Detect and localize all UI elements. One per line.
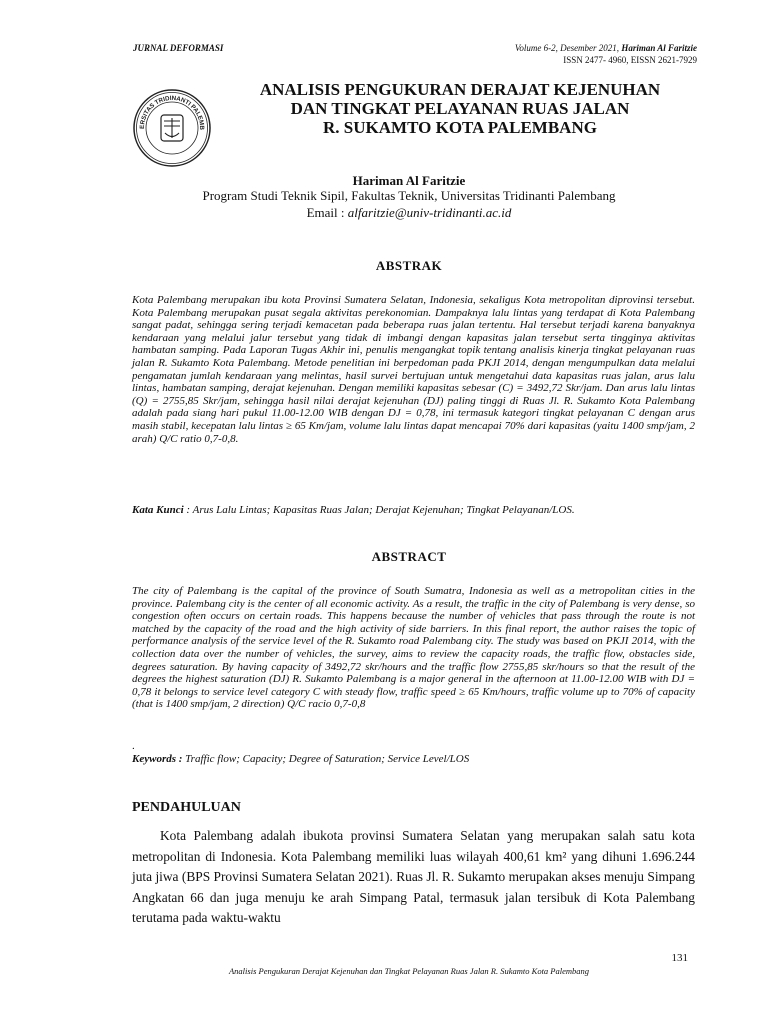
abstract-heading: ABSTRACT bbox=[371, 549, 447, 564]
pendahuluan-text: Kota Palembang adalah ibukota provinsi Sumatera Selatan yang merupakan salah satu kota metropolitan di Indonesia. Kota Palembang memiliki luas wilayah 400,61 km² yang dihuni 1.696.244 juta jiwa (BPS Provinsi Sumatera Selatan 2021). Ruas Jl. R. Sukamto merupakan akses menuju Simpang Angkatan 66 dan juga menuju ke arah Simpang Patal, termasuk jalan tersibuk di Kota Palembang terutama pada waktu-waktu bbox=[132, 828, 695, 925]
volume-info bbox=[515, 42, 697, 66]
header-author: Hariman Al Faritzie bbox=[621, 43, 697, 53]
keywords bbox=[132, 753, 695, 766]
title-line-3: R. SUKAMTO KOTA PALEMBANG bbox=[323, 118, 597, 137]
author-name: Hariman Al Faritzie bbox=[352, 173, 466, 188]
university-seal-icon bbox=[132, 88, 212, 168]
issn-label: ISSN 2477- 4960, EISSN 2621-7929 bbox=[563, 55, 697, 65]
kata-kunci bbox=[132, 504, 695, 517]
keywords-label: Keywords : bbox=[132, 753, 183, 765]
page-number: 131 bbox=[671, 952, 688, 964]
email-address: alfaritzie@univ-tridinanti.ac.id bbox=[347, 205, 512, 220]
paper-title bbox=[230, 80, 690, 137]
abstract-text: The city of Palembang is the capital of the province of South Sumatra, Indonesia as well as a metropolitan cities in the province. Palembang city is the center of all economic activity. As a result, the traffic in the city of Palembang is very dense, so congestion often occurs on certain roads. This happens because the number of vehicles that pass through the route is not matched by the capacity of the road and the high activity of side barriers. In this final report, the author raises the topic of performance analysis of the service level of the R. Sukamto road Palembang city. The study was based on PKJI 2014, with the collection data over the number of vehicles, the survey, aims to review the capacity roads, the traffic flow, obstacles side, degrees saturation. By having capacity of 3492,72 skr/hours and the traffic flow 2755,85 skr/hours so that the result of the degrees the highest saturation (DJ) R. Sukamto Palembang is a major general in the afternoon at 11.00-12.00 WIB with DJ = 0,78 it belongs to service level category C with steady flow, traffic speed ≥ 65 Km/hours, traffic volume up to 70% of capacity (that is 1400 smp/jam, 2 direction) Q/C racio 0,7-0,8 bbox=[132, 585, 695, 711]
keywords-text: Traffic flow; Capacity; Degree of Saturation; Service Level/LOS bbox=[182, 753, 470, 765]
kata-kunci-label: Kata Kunci bbox=[132, 504, 184, 516]
email-label: Email : bbox=[306, 205, 348, 220]
kata-kunci-text: : Arus Lalu Lintas; Kapasitas Ruas Jalan; Derajat Kejenuhan; Tingkat Pelayanan/LOS. bbox=[183, 504, 575, 516]
journal-name: JURNAL DEFORMASI bbox=[133, 43, 224, 53]
volume-label: Volume 6-2, Desember 2021, bbox=[514, 43, 620, 53]
title-line-1: ANALISIS PENGUKURAN DERAJAT KEJENUHAN bbox=[259, 80, 661, 99]
pendahuluan-heading: PENDAHULUAN bbox=[132, 800, 241, 815]
title-line-2: DAN TINGKAT PELAYANAN RUAS JALAN bbox=[290, 99, 630, 118]
author-affiliation: Program Studi Teknik Sipil, Fakultas Teknik, Universitas Tridinanti Palembang bbox=[202, 188, 616, 203]
abstract-dot: . bbox=[132, 740, 135, 752]
seal-text: ERSITAS TRIDINANTI PALEMB bbox=[138, 94, 206, 130]
author-email-line bbox=[0, 205, 768, 221]
svg-text:UNIVERSITAS TRIDINANTI PALEMBA bbox=[132, 88, 205, 131]
running-footer: Analisis Pengukuran Derajat Kejenuhan dan Tingkat Pelayanan Ruas Jalan R. Sukamto Kota Palembang bbox=[228, 966, 590, 976]
abstrak-heading: ABSTRAK bbox=[375, 258, 443, 273]
abstrak-text: Kota Palembang merupakan ibu kota Provinsi Sumatera Selatan, Indonesia, sekaligus Kota metropolitan diprovinsi tersebut. Kota Palembang merupakan pusat segala aktivitas perekonomian. Dampaknya lalu lintas yang terdapat di Kota Palembang sangat padat, sehingga sering terjadi kemacetan pada beberapa ruas jalan tertentu. Hal tersebut terjadi karena banyaknya kendaraan yang melalui jalur tersebut yang tidak di imbangi dengan kapasitas jalan tersebut serta tingginya aktivitas hambatan samping. Pada Laporan Tugas Akhir ini, penulis mengangkat topik tentang analisis kinerja tingkat pelayanan ruas jalan R. Sukamto Kota Palembang. Metode penelitian ini berpedoman pada PKJI 2014, dengan mengumpulkan data melalui pengamatan jumlah kendaraan yang melintas, hasil survei bertujuan untuk mengetahui data kapasitas ruas jalan, arus lalu lintas, hambatan samping, derajat kejenuhan. Dengan memiliki kapasitas sebesar (C) = 3492,72 Skr/jam. Dan arus lalu lintas (Q) = 2755,85 Skr/jam, sehingga hasil nilai derajat kejenuhan (DJ) paling tinggi di Ruas Jl. R. Sukamto Kota Palembang adalah pada siang hari pukul 11.00-12.00 WIB dengan DJ = 0,78, ini termasuk kategori tingkat pelayanan C dengan arus masih stabil, kecepatan lalu lintas ≥ 65 Km/jam, volume lalu lintas dapat mencapai 70% dari kapasitas (yaitu 1400 smp/jam, 2 arah) Q/C ratio 0,7-0,8. bbox=[132, 294, 695, 445]
